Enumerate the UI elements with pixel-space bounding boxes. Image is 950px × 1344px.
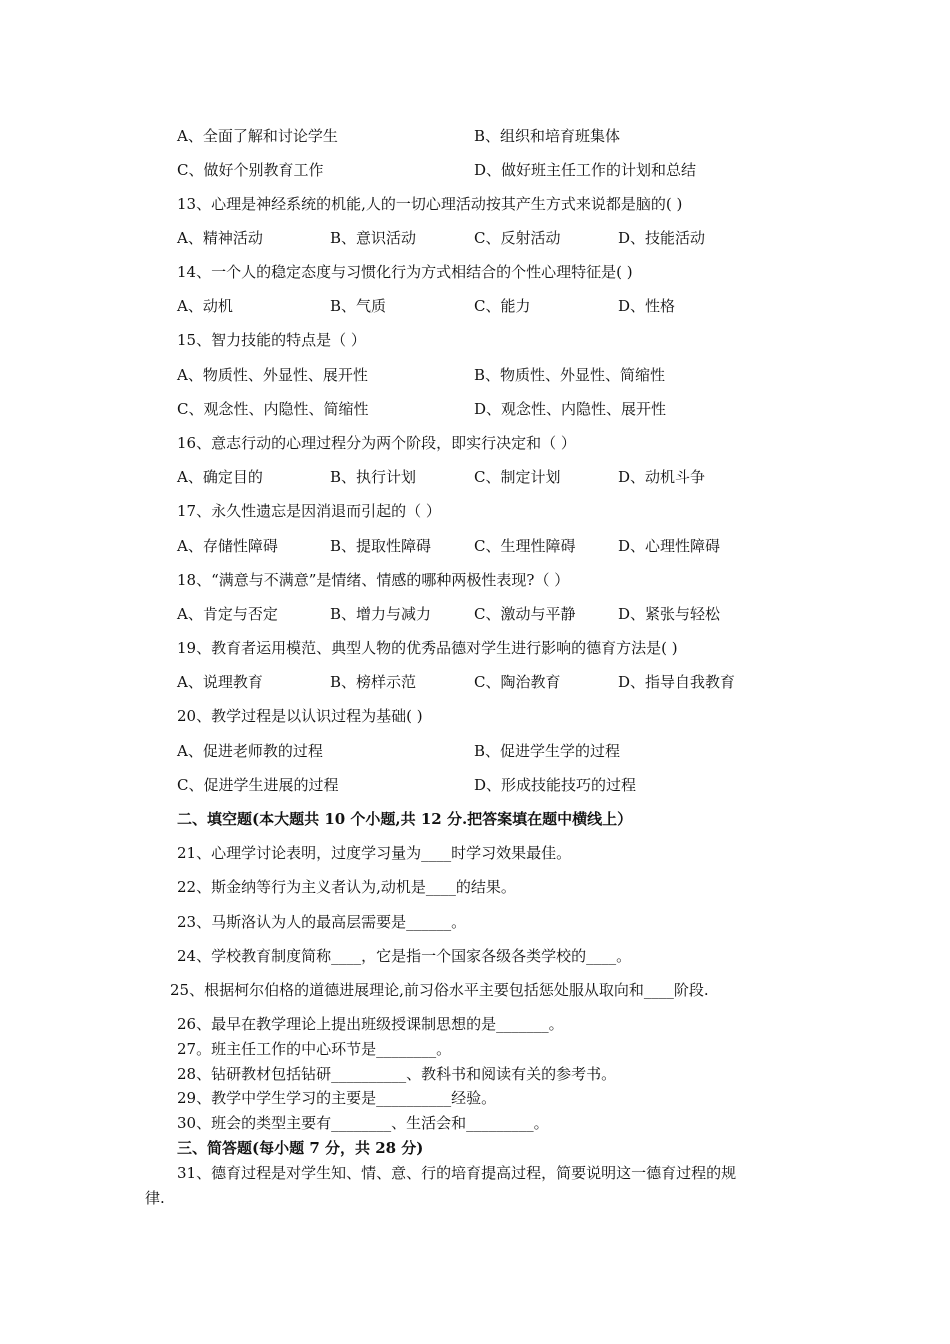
q14-option-c: C、能力	[474, 297, 531, 315]
q15-option-d: D、观念性、内隐性、展开性	[474, 400, 667, 418]
q13-stem: 13、心理是神经系统的机能,人的一切心理活动按其产生方式来说都是脑的( )	[177, 195, 683, 213]
q20-option-d: D、形成技能技巧的过程	[474, 776, 637, 794]
q19-stem: 19、教育者运用模范、典型人物的优秀品德对学生进行影响的德育方法是( )	[177, 639, 678, 657]
q28: 28、钻研教材包括钻研__________、教科书和阅读有关的参考书。	[177, 1065, 617, 1083]
q14-option-b: B、气质	[330, 297, 387, 315]
q19-option-b: B、榜样示范	[330, 673, 417, 691]
q12-option-c: C、做好个别教育工作	[177, 161, 324, 179]
q18-option-a: A、肯定与否定	[177, 605, 278, 623]
q30: 30、班会的类型主要有________、生活会和_________。	[177, 1114, 549, 1132]
q15-option-b: B、物质性、外显性、简缩性	[474, 366, 666, 384]
q22: 22、斯金纳等行为主义者认为,动机是____的结果。	[177, 878, 516, 896]
q18-option-b: B、增力与减力	[330, 605, 432, 623]
q23: 23、马斯洛认为人的最高层需要是______。	[177, 913, 467, 931]
q16-option-d: D、动机斗争	[618, 468, 706, 486]
q18-option-d: D、紧张与轻松	[618, 605, 721, 623]
q15-option-a: A、物质性、外显性、展开性	[177, 366, 368, 384]
q25: 25、根据柯尔伯格的道德进展理论,前习俗水平主要包括惩处服从取向和____阶段.	[170, 981, 709, 999]
q26: 26、最早在教学理论上提出班级授课制思想的是_______。	[177, 1015, 564, 1033]
q20-option-c: C、促进学生进展的过程	[177, 776, 339, 794]
q20-option-a: A、促进老师教的过程	[177, 742, 323, 760]
q27: 27。班主任工作的中心环节是________。	[177, 1040, 452, 1058]
q16-option-b: B、执行计划	[330, 468, 417, 486]
q17-option-d: D、心理性障碍	[618, 537, 721, 555]
q31-line-2: 律.	[145, 1189, 165, 1207]
q14-option-a: A、动机	[177, 297, 233, 315]
q15-stem: 15、智力技能的特点是（ ）	[177, 331, 366, 349]
q24: 24、学校教育制度简称____，它是指一个国家各级各类学校的____。	[177, 947, 632, 965]
q16-option-a: A、确定目的	[177, 468, 263, 486]
q19-option-d: D、指导自我教育	[618, 673, 736, 691]
q29: 29、教学中学生学习的主要是__________经验。	[177, 1089, 497, 1107]
q21: 21、心理学讨论表明，过度学习量为____时学习效果最佳。	[177, 844, 572, 862]
q31-line-1: 31、德育过程是对学生知、情、意、行的培育提高过程，简要说明这一德育过程的规	[177, 1164, 737, 1182]
section-3-title: 三、简答题(每小题 7 分，共 28 分)	[177, 1139, 424, 1157]
q17-stem: 17、永久性遗忘是因消退而引起的（ ）	[177, 502, 441, 520]
q20-option-b: B、促进学生学的过程	[474, 742, 621, 760]
q16-stem: 16、意志行动的心理过程分为两个阶段，即实行决定和（ ）	[177, 434, 576, 452]
q18-option-c: C、激动与平静	[474, 605, 576, 623]
q13-option-d: D、技能活动	[618, 229, 706, 247]
q14-stem: 14、一个人的稳定态度与习惯化行为方式相结合的个性心理特征是( )	[177, 263, 633, 281]
q20-stem: 20、教学过程是以认识过程为基础( )	[177, 707, 423, 725]
q15-option-c: C、观念性、内隐性、简缩性	[177, 400, 369, 418]
q17-option-a: A、存储性障碍	[177, 537, 278, 555]
q14-option-d: D、性格	[618, 297, 676, 315]
q17-option-c: C、生理性障碍	[474, 537, 576, 555]
q19-option-c: C、陶治教育	[474, 673, 561, 691]
section-2-title: 二、填空题(本大题共 10 个小题,共 12 分.把答案填在题中横线上）	[177, 810, 633, 828]
q12-option-b: B、组织和培育班集体	[474, 127, 621, 145]
q12-option-d: D、做好班主任工作的计划和总结	[474, 161, 697, 179]
q19-option-a: A、说理教育	[177, 673, 263, 691]
q13-option-b: B、意识活动	[330, 229, 417, 247]
q18-stem: 18、“满意与不满意”是情绪、情感的哪种两极性表现?（ ）	[177, 571, 570, 589]
q12-option-a: A、全面了解和讨论学生	[177, 127, 338, 145]
q13-option-c: C、反射活动	[474, 229, 561, 247]
q17-option-b: B、提取性障碍	[330, 537, 432, 555]
q13-option-a: A、精神活动	[177, 229, 263, 247]
q16-option-c: C、制定计划	[474, 468, 561, 486]
